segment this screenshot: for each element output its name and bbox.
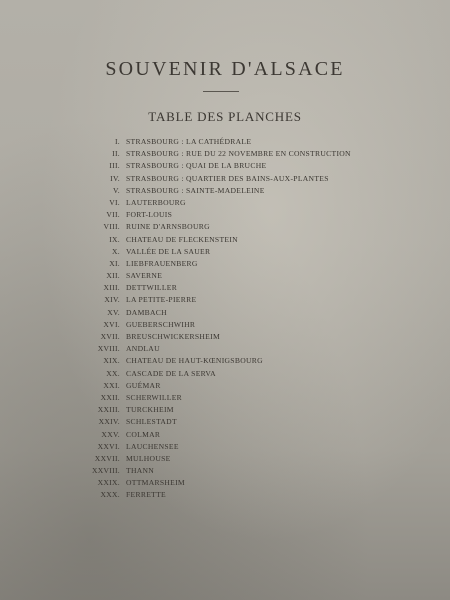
list-item bbox=[0, 453, 450, 465]
plate-name: GUÉMAR bbox=[126, 380, 161, 390]
plate-name: CASCADE DE LA SERVA bbox=[126, 368, 216, 378]
plate-number: VIII. bbox=[103, 222, 120, 232]
list-item bbox=[0, 477, 450, 489]
plate-number: XXIV. bbox=[98, 417, 120, 427]
list-item bbox=[0, 404, 450, 416]
plate-number: II. bbox=[112, 149, 120, 159]
plate-name: FORT-LOUIS bbox=[126, 210, 173, 220]
plate-number: XV. bbox=[107, 307, 120, 317]
plate-name: LAUCHENSEE bbox=[126, 441, 179, 451]
list-item bbox=[0, 465, 450, 477]
list-item bbox=[0, 489, 450, 501]
plate-number: V. bbox=[112, 185, 120, 195]
plate-name: LA PETITE-PIERRE bbox=[126, 295, 197, 305]
list-item bbox=[0, 258, 450, 270]
page-title: SOUVENIR D'ALSACE bbox=[105, 58, 345, 80]
plate-number: XIII. bbox=[103, 283, 120, 293]
list-item bbox=[0, 343, 450, 355]
list-item bbox=[0, 331, 450, 343]
plate-number: XXVI. bbox=[97, 441, 120, 451]
list-item bbox=[0, 160, 450, 172]
plate-name: OTTMARSHEIM bbox=[126, 478, 185, 488]
list-item bbox=[0, 416, 450, 428]
plate-name: STRASBOURG : RUE DU 22 NOVEMBRE EN CONSTRUCTION bbox=[126, 149, 351, 159]
plate-number: XVII. bbox=[100, 332, 120, 341]
plate-name: DAMBACH bbox=[126, 307, 167, 317]
list-item bbox=[0, 221, 450, 233]
plate-name: GUEBERSCHWIHR bbox=[126, 319, 196, 329]
plate-number: XXV. bbox=[101, 429, 120, 439]
list-item bbox=[0, 355, 450, 367]
plate-name: SAVERNE bbox=[126, 271, 163, 281]
plate-number: XI. bbox=[109, 258, 120, 268]
plate-name: FERRETTE bbox=[126, 490, 166, 500]
plate-number: VII. bbox=[106, 210, 120, 220]
list-item bbox=[0, 441, 450, 453]
list-item bbox=[0, 368, 450, 380]
plate-name: RUINE D'ARNSBOURG bbox=[126, 222, 210, 232]
list-item bbox=[0, 197, 450, 209]
plate-name: CHATEAU DE FLECKENSTEIN bbox=[126, 234, 238, 244]
plate-name: ANDLAU bbox=[126, 344, 160, 354]
plate-name: MULHOUSE bbox=[126, 453, 171, 463]
plate-number: XX. bbox=[106, 368, 120, 378]
plate-number: III. bbox=[109, 161, 120, 171]
plate-number: XXX. bbox=[100, 490, 120, 500]
plate-name: VALLÉE DE LA SAUER bbox=[126, 246, 211, 256]
list-item bbox=[0, 429, 450, 441]
plate-name: LIEBFRAUENBERG bbox=[126, 258, 198, 268]
list-item bbox=[0, 380, 450, 392]
list-item bbox=[0, 136, 450, 148]
page-subtitle: TABLE DES PLANCHES bbox=[148, 109, 302, 124]
list-item bbox=[0, 185, 450, 197]
plate-name: LAUTERBOURG bbox=[126, 197, 186, 207]
list-item bbox=[0, 209, 450, 221]
plate-number: XIX. bbox=[103, 356, 120, 366]
plate-number: VI. bbox=[109, 197, 120, 207]
plate-number: XXVII. bbox=[94, 453, 120, 463]
list-item bbox=[0, 234, 450, 246]
plate-number: XXIX. bbox=[97, 478, 120, 488]
plate-number: XII. bbox=[106, 271, 120, 281]
plate-number: XIV. bbox=[104, 295, 120, 305]
list-item bbox=[0, 392, 450, 404]
plates-list bbox=[0, 136, 450, 502]
plate-name: STRASBOURG : QUARTIER DES BAINS-AUX-PLANTES bbox=[126, 173, 329, 183]
plate-number: XXI. bbox=[103, 380, 120, 390]
list-item bbox=[0, 270, 450, 282]
plate-name: STRASBOURG : SAINTE-MADELEINE bbox=[126, 185, 265, 195]
title-divider bbox=[203, 91, 239, 92]
list-item bbox=[0, 173, 450, 185]
plate-number: XXII. bbox=[100, 392, 120, 402]
list-item bbox=[0, 294, 450, 306]
plate-name: SCHERWILLER bbox=[126, 392, 183, 402]
plate-number: I. bbox=[114, 137, 120, 146]
plate-name: BREUSCHWICKERSHEIM bbox=[126, 332, 220, 341]
plate-number: IV. bbox=[110, 173, 120, 183]
plate-name: SCHLESTADT bbox=[126, 417, 177, 427]
plate-name: TURCKHEIM bbox=[126, 405, 174, 415]
list-item bbox=[0, 307, 450, 319]
plate-name: STRASBOURG : QUAI DE LA BRUCHE bbox=[126, 161, 267, 171]
list-item bbox=[0, 246, 450, 258]
plate-name: THANN bbox=[126, 466, 155, 476]
plate-number: XVI. bbox=[103, 319, 120, 329]
plate-number: IX. bbox=[109, 234, 120, 244]
plate-name: DETTWILLER bbox=[126, 283, 178, 293]
plate-name: COLMAR bbox=[126, 429, 161, 439]
plate-number: XXIII. bbox=[97, 405, 120, 415]
plate-number: XXVIII. bbox=[91, 466, 120, 476]
plate-name: CHATEAU DE HAUT-KŒNIGSBOURG bbox=[126, 356, 263, 366]
list-item bbox=[0, 148, 450, 160]
plate-number: X. bbox=[112, 246, 120, 256]
list-item bbox=[0, 319, 450, 331]
plate-name: STRASBOURG : LA CATHÉDRALE bbox=[126, 137, 252, 146]
plate-number: XVIII. bbox=[97, 344, 120, 354]
list-item bbox=[0, 282, 450, 294]
